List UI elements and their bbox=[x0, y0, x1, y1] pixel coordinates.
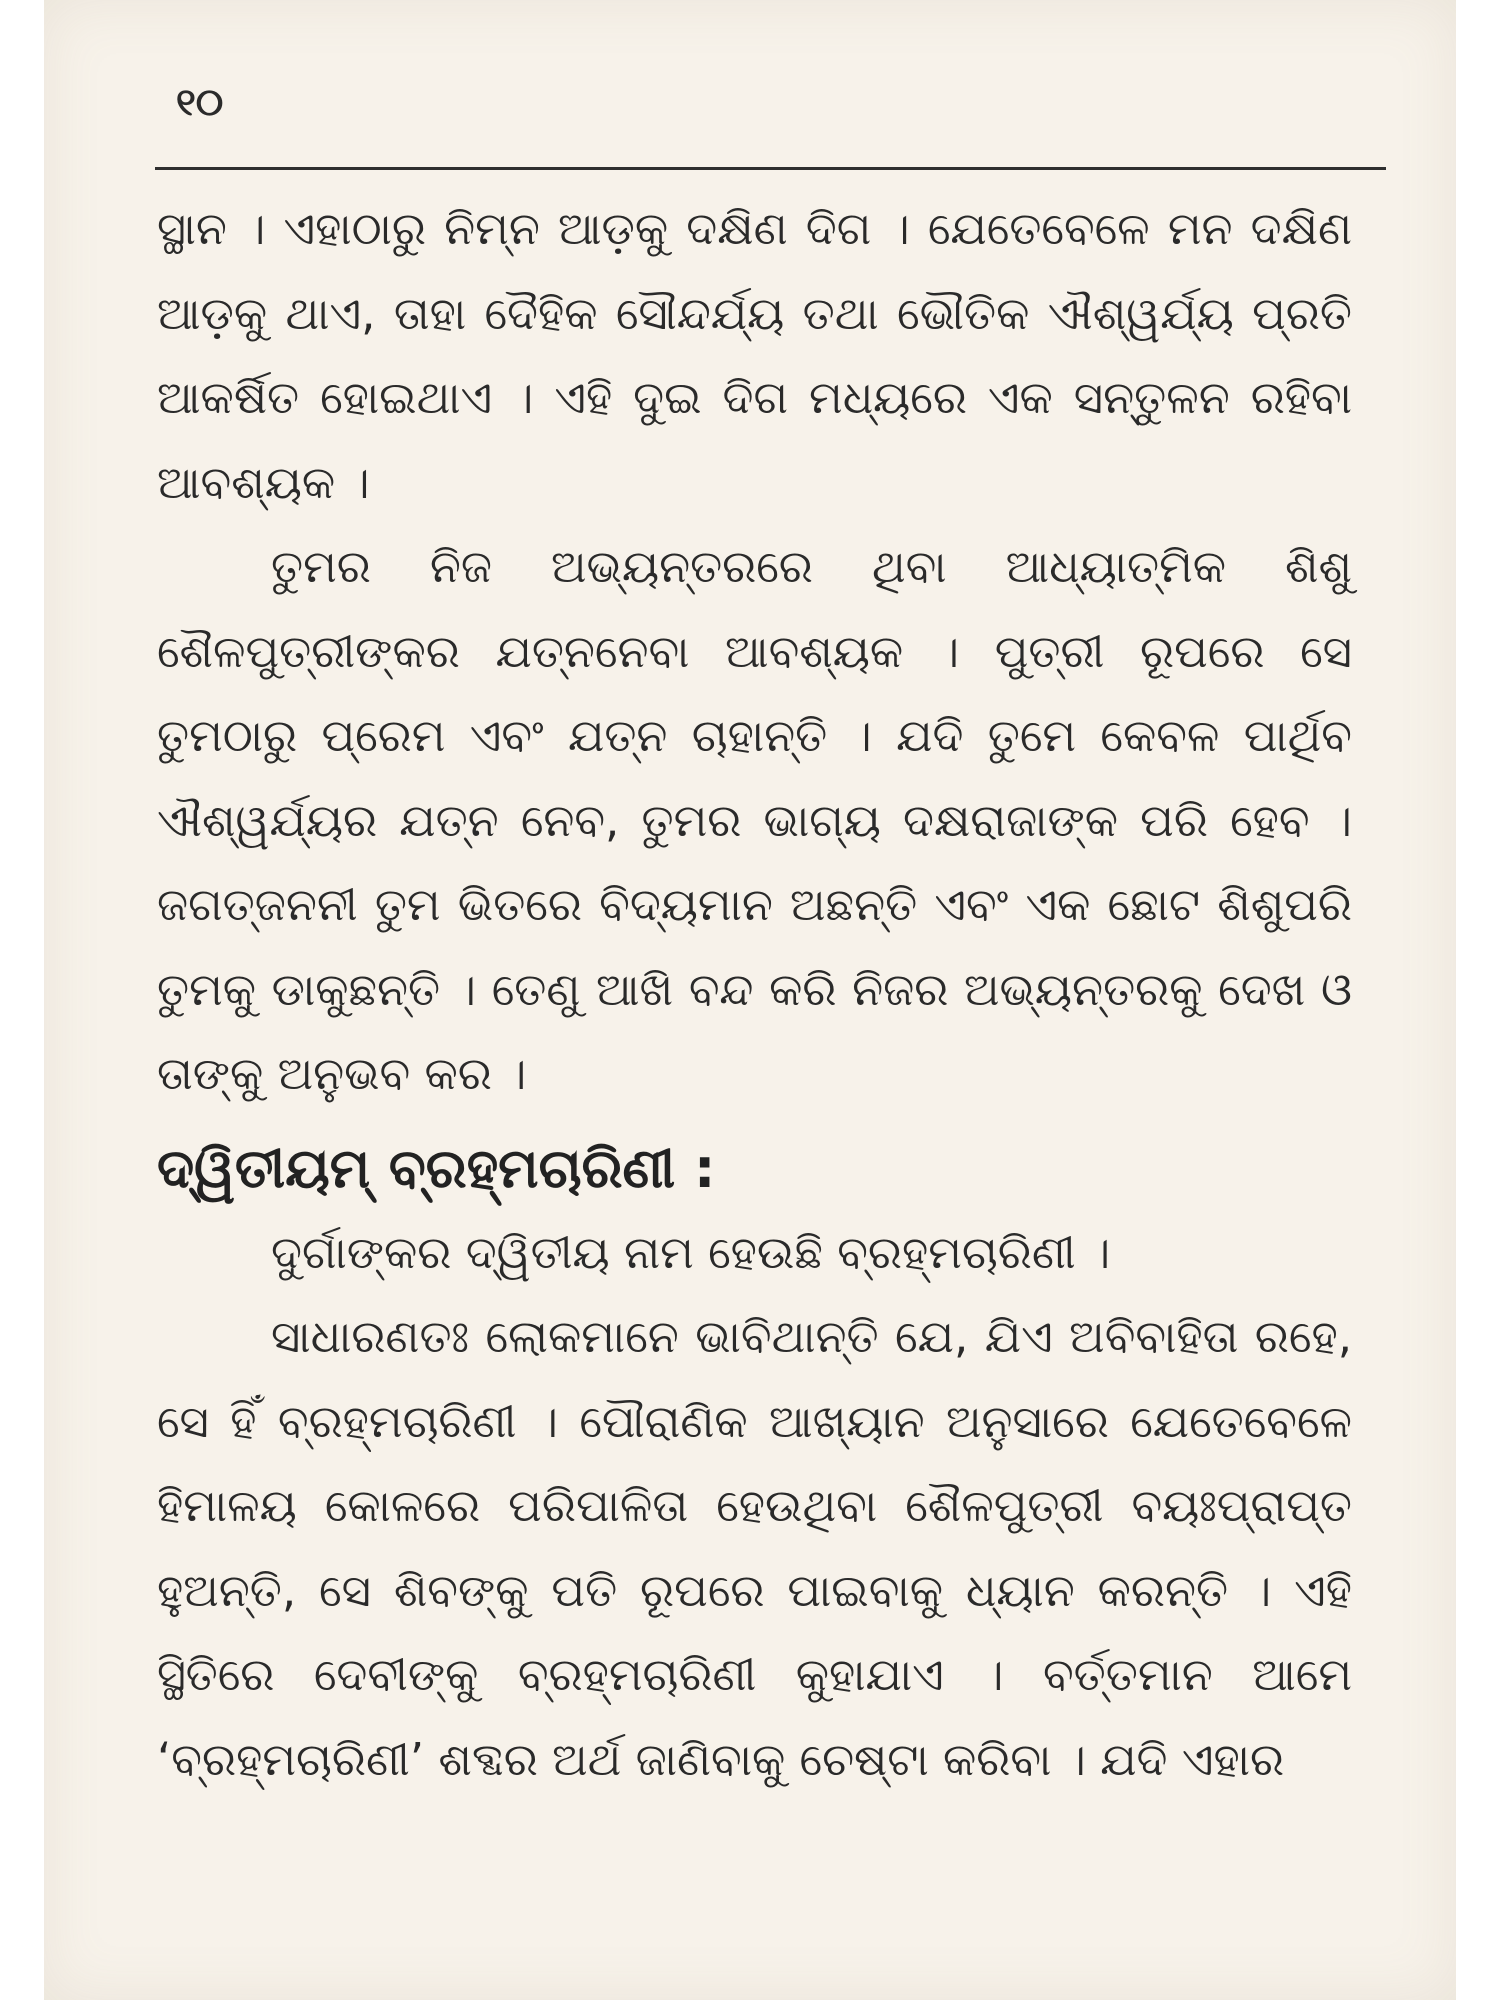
header-rule bbox=[155, 167, 1386, 170]
paragraph-common-belief: ସାଧାରଣତଃ ଲୋକମାନେ ଭାବିଥାନ୍ତି ଯେ, ଯିଏ ଅବିବାହିତା ରହେ, ସେ ହିଁ ବ୍ରହ୍ମଚାରିଣୀ । ପୌରାଣିକ ଆଖ୍ୟାନ ଅନୁସାରେ ଯେତେବେଳେ ହିମାଳୟ କୋଳରେ ପରିପାଳିତା ହେଉଥିବା ଶୈଳପୁତ୍ରୀ ବୟଃପ୍ରାପ୍ତ ହୁଅନ୍ତି, ସେ ଶିବଙ୍କୁ ପତି ରୂପରେ ପାଇବାକୁ ଧ୍ୟାନ କରନ୍ତି । ଏହି ସ୍ଥିତିରେ ଦେବୀଙ୍କୁ ବ୍ରହ୍ମଚାରିଣୀ କୁହାଯାଏ । ବର୍ତ୍ତମାନ ଆମେ ‘ବ୍ରହ୍ମଚାରିଣୀ’ ଶବ୍ଦର ଅର୍ଥ ଜାଣିବାକୁ ଚେଷ୍ଟା କରିବା । ଯଦି ଏହାର bbox=[157, 1310, 1352, 1786]
paragraph-intro-continuation: ସ୍ଥାନ । ଏହାଠାରୁ ନିମ୍ନ ଆଡ଼କୁ ଦକ୍ଷିଣ ଦିଗ । ଯେତେବେଳେ ମନ ଦକ୍ଷିଣ ଆଡ଼କୁ ଥାଏ, ତାହା ଦୈହିକ ସୌନ୍ଦର୍ଯ୍ୟ ତଥା ଭୌତିକ ଐଶ୍ୱର୍ଯ୍ୟ ପ୍ରତି ଆକର୍ଷିତ ହୋଇଥାଏ । ଏହି ଦୁଇ ଦିଗ ମଧ୍ୟରେ ଏକ ସନ୍ତୁଳନ ରହିବା ଆବଶ୍ୟକ । bbox=[157, 202, 1352, 509]
page-number: ୧୦ bbox=[176, 80, 224, 124]
paragraph-second-name: ଦୁର୍ଗାଙ୍କର ଦ୍ୱିତୀୟ ନାମ ହେଉଛି ବ୍ରହ୍ମଚାରିଣୀ । bbox=[271, 1225, 1111, 1279]
paragraph-shailaputri-care: ତୁମର ନିଜ ଅଭ୍ୟନ୍ତରରେ ଥିବା ଆଧ୍ୟାତ୍ମିକ ଶିଶୁ ଶୈଳପୁତ୍ରୀଙ୍କର ଯତ୍ନନେବା ଆବଶ୍ୟକ । ପୁତ୍ରୀ ରୂପରେ ସେ ତୁମଠାରୁ ପ୍ରେମ ଏବଂ ଯତ୍ନ ଚାହାନ୍ତି । ଯଦି ତୁମେ କେବଳ ପାର୍ଥିବ ଐଶ୍ୱର୍ଯ୍ୟର ଯତ୍ନ ନେବ, ତୁମର ଭାଗ୍ୟ ଦକ୍ଷରାଜାଙ୍କ ପରି ହେବ । ଜଗତ୍‌ଜନନୀ ତୁମ ଭିତରେ ବିଦ୍ୟମାନ ଅଛନ୍ତି ଏବଂ ଏକ ଛୋଟ ଶିଶୁପରି ତୁମକୁ ଡାକୁଛନ୍ତି । ତେଣୁ ଆଖି ବନ୍ଦ କରି ନିଜର ଅଭ୍ୟନ୍ତରକୁ ଦେଖ ଓ ତାଙ୍କୁ ଅନୁଭବ କର । bbox=[157, 540, 1352, 1100]
page-body bbox=[157, 187, 1352, 1802]
section-heading-brahmacharini: ଦ୍ୱିତୀୟମ୍ ବ୍ରହ୍ମଚାରିଣୀ : bbox=[157, 1136, 716, 1200]
